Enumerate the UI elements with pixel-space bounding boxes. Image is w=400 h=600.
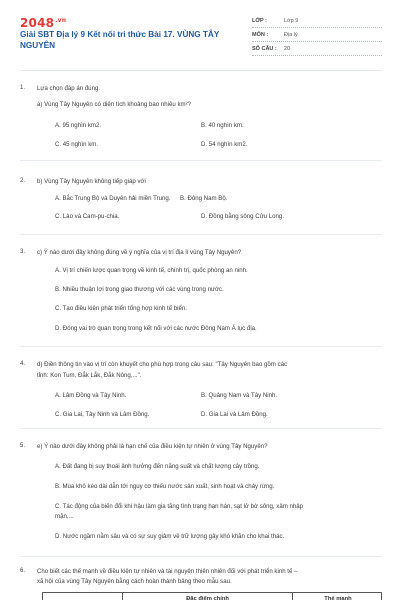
question-text: e) Ý nào dưới đây không phải là hạn chế của điều kiện tự nhiên ở vùng Tây Nguyên?: [37, 443, 268, 450]
question-divider: [20, 556, 382, 557]
question-number: 6.: [20, 567, 26, 574]
site-logo[interactable]: [20, 16, 66, 30]
question-divider: [20, 234, 382, 235]
answer-option[interactable]: D. Đồng bằng sông Cửu Long.: [201, 213, 285, 220]
meta-row-class: [252, 14, 382, 28]
count-label: SỐ CÂU :: [252, 46, 277, 52]
question-divider: [20, 346, 382, 347]
answer-option[interactable]: A. Vị trí chiến lược quan trọng về kinh tế, chính trị, quốc phòng an ninh.: [55, 267, 248, 274]
answer-option[interactable]: B. Quảng Nam và Tây Ninh.: [201, 392, 278, 399]
subject-value: Địa lý: [284, 32, 298, 38]
question-divider: [20, 160, 382, 161]
header-divider: [20, 70, 382, 71]
page-title: Giải SBT Địa lý 9 Kết nối tri thức Bài 17. VÙNG TÂY NGUYÊN: [20, 30, 220, 50]
answer-option[interactable]: A. Bắc Trung Bộ và Duyên hải miền Trung.: [55, 195, 171, 202]
table-header-cell: Đặc điểm chính: [123, 593, 293, 600]
logo-suffix: .vn: [55, 17, 67, 24]
answer-option[interactable]: C. 45 nghìn km.: [55, 141, 99, 148]
question-text: c) Ý nào dưới đây không đúng về ý nghĩa của vị trí địa lí vùng Tây Nguyên?: [37, 249, 242, 256]
count-value: 20: [284, 46, 291, 52]
answer-table: [42, 592, 382, 600]
question-text: b) Vùng Tây Nguyên không tiếp giáp với: [37, 178, 146, 185]
question-text-line-2: tỉnh: Kon Tum, Đắk Lắk, Đắk Nông,...".: [37, 372, 142, 379]
question-text: Lựa chọn đáp án đúng.: [37, 85, 101, 92]
page-header: [0, 0, 400, 66]
answer-option[interactable]: A. Lâm Đồng và Tây Ninh.: [55, 392, 127, 399]
answer-option[interactable]: D. Đóng vai trò quan trọng trong kết nối với các nước Đông Nam Á lục địa.: [55, 325, 257, 332]
question-text-line-2: xã hội của vùng Tây Nguyên bằng cách hoàn thành bảng theo mẫu sau.: [37, 578, 232, 585]
question-number: 1.: [20, 84, 26, 91]
logo-text: 2048: [20, 16, 55, 30]
answer-option[interactable]: B. Nhiều thuận lợi trong giao thương với các vùng trong nước.: [55, 286, 224, 293]
answer-option[interactable]: C. Tác động của biến đổi khí hậu làm gia tăng tình trạng hạn hán, sạt lở bờ sông, xâm nhập: [55, 503, 304, 510]
answer-option[interactable]: B. Đông Nam Bộ.: [180, 195, 228, 202]
answer-option[interactable]: C. Tạo điều kiện phát triển tổng hợp kinh tế biển.: [55, 305, 187, 312]
question-divider: [20, 428, 382, 429]
question-number: 4.: [20, 360, 26, 367]
answer-option[interactable]: D. 54 nghìn km2.: [201, 141, 248, 148]
class-value: Lớp 9: [284, 18, 299, 24]
meta-row-subject: [252, 28, 382, 42]
subject-label: MÔN :: [252, 32, 269, 38]
answer-option[interactable]: C. Gia Lai, Tây Ninh và Lâm Đồng.: [55, 411, 150, 418]
meta-row-count: [252, 42, 382, 56]
table-header-cell: [43, 593, 123, 600]
answer-option[interactable]: A. Đất đang bị suy thoái ảnh hưởng đến năng suất và chất lượng cây trồng.: [55, 463, 260, 470]
question-text-line-1: d) Điền thông tin vào vị trí còn khuyết cho phù hợp trong câu sau: "Tây Nguyên bao gồm các: [37, 361, 288, 368]
answer-option[interactable]: D. Gia Lai và Lâm Đồng.: [201, 411, 268, 418]
question-number: 2.: [20, 177, 26, 184]
class-label: LỚP :: [252, 18, 267, 24]
question-number: 3.: [20, 248, 26, 255]
answer-option-continued: mặn,...: [55, 513, 74, 520]
answer-option[interactable]: A. 95 nghìn km2.: [55, 122, 102, 129]
table-header-cell: Thế mạnh: [324, 596, 352, 600]
answer-option[interactable]: B. Mùa khô kéo dài dẫn tới nguy cơ thiếu nước sản xuất, sinh hoạt và cháy rừng.: [55, 483, 275, 490]
answer-option[interactable]: D. Nước ngầm nằm sâu và có sự suy giảm về trữ lượng gây khó khăn cho khai thác.: [55, 533, 285, 540]
answer-option[interactable]: C. Lào và Cam-pu-chia.: [55, 213, 120, 220]
question-number: 5.: [20, 442, 26, 449]
question-text-line-1: Cho biết các thế mạnh về điều kiện tự nhiên và tài nguyên thiên nhiên đối với phát triển kinh tế –: [37, 568, 298, 575]
question-subtext: a) Vùng Tây Nguyên có diện tích khoảng bao nhiêu km²?: [37, 101, 192, 108]
meta-info: [252, 14, 382, 56]
answer-option[interactable]: B. 40 nghìn km.: [201, 122, 244, 129]
